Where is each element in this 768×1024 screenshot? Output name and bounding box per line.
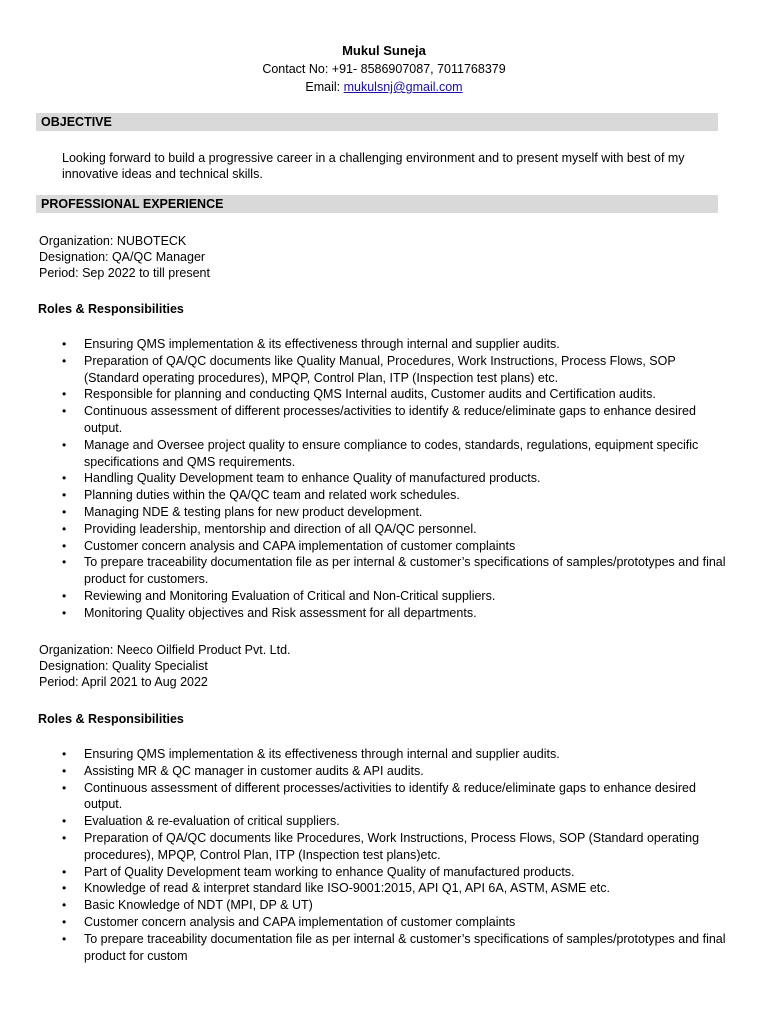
responsibility-item bbox=[60, 403, 730, 437]
bullet-icon: • bbox=[62, 605, 67, 620]
responsibility-item bbox=[60, 880, 730, 897]
email-label: Email: bbox=[305, 80, 344, 94]
bullet-icon: • bbox=[62, 931, 67, 946]
responsibility-item bbox=[60, 813, 730, 830]
objective-heading: OBJECTIVE bbox=[36, 113, 718, 131]
responsibility-item bbox=[60, 554, 730, 588]
bullet-icon: • bbox=[62, 864, 67, 879]
bullet-icon: • bbox=[62, 387, 67, 402]
bullet-icon: • bbox=[62, 504, 67, 519]
responsibility-item bbox=[60, 504, 730, 521]
bullet-icon: • bbox=[62, 353, 67, 368]
responsibility-item bbox=[60, 931, 730, 965]
candidate-name: Mukul Suneja bbox=[342, 43, 426, 58]
bullet-icon: • bbox=[62, 747, 67, 761]
bullet-icon: • bbox=[62, 898, 67, 913]
responsibility-item bbox=[60, 336, 730, 353]
job1-responsibilities bbox=[60, 336, 730, 622]
experience-heading: PROFESSIONAL EXPERIENCE bbox=[36, 195, 718, 213]
responsibility-text: Evaluation & re-evaluation of critical suppliers. bbox=[84, 814, 340, 829]
job2-designation: Designation: Quality Specialist bbox=[39, 659, 208, 673]
responsibility-item bbox=[60, 914, 730, 931]
responsibility-text: Reviewing and Monitoring Evaluation of Critical and Non-Critical suppliers. bbox=[84, 588, 496, 603]
job1-period: Period: Sep 2022 to till present bbox=[39, 266, 210, 280]
responsibility-text: Planning duties within the QA/QC team and related work schedules. bbox=[84, 488, 460, 503]
responsibility-text: Continuous assessment of different processes/activities to identify & reduce/eliminate gaps to enhance desired output. bbox=[84, 780, 696, 812]
responsibility-item bbox=[60, 353, 730, 387]
resume-header bbox=[0, 42, 768, 96]
responsibility-item bbox=[60, 538, 730, 555]
bullet-icon: • bbox=[62, 914, 67, 929]
objective-text: Looking forward to build a progressive career in a challenging environment and to present myself with best of my innovative ideas and technical skills. bbox=[62, 151, 685, 181]
bullet-icon: • bbox=[62, 814, 67, 829]
contact-line: Contact No: +91- 8586907087, 7011768379 bbox=[262, 62, 506, 76]
bullet-icon: • bbox=[62, 780, 67, 795]
responsibility-item bbox=[60, 470, 730, 487]
email-link[interactable]: mukulsnj@gmail.com bbox=[343, 80, 463, 94]
responsibility-text: To prepare traceability documentation file as per internal & customer’s specifications of samples/prototypes and final product for custom bbox=[84, 931, 726, 963]
job1-organization: Organization: NUBOTECK bbox=[39, 234, 187, 248]
responsibility-text: Continuous assessment of different processes/activities to identify & reduce/eliminate gaps to enhance desired output. bbox=[84, 404, 696, 435]
responsibility-text: Preparation of QA/QC documents like Quality Manual, Procedures, Work Instructions, Process Flows, SOP (Standard operating procedures), MPQP, Control Plan, ITP (Inspection test plans) etc. bbox=[84, 353, 676, 385]
responsibility-text: Handling Quality Development team to enhance Quality of manufactured products. bbox=[84, 471, 541, 486]
responsibility-text: Manage and Oversee project quality to ensure compliance to codes, standards, regulations, equipment specific specifications and QMS requirements. bbox=[84, 437, 699, 469]
responsibility-item bbox=[60, 763, 730, 780]
responsibility-text: Knowledge of read & interpret standard like ISO-9001:2015, API Q1, API 6A, ASTM, ASME etc. bbox=[84, 881, 610, 896]
bullet-icon: • bbox=[62, 521, 67, 536]
responsibility-item bbox=[60, 864, 730, 881]
email-line bbox=[0, 78, 768, 96]
bullet-icon: • bbox=[62, 538, 67, 553]
responsibility-text: Basic Knowledge of NDT (MPI, DP & UT) bbox=[84, 898, 313, 913]
responsibility-item bbox=[60, 386, 730, 403]
job2-roles-title: Roles & Responsibilities bbox=[38, 712, 184, 726]
responsibility-text: Customer concern analysis and CAPA implementation of customer complaints bbox=[84, 914, 516, 929]
responsibility-text: Ensuring QMS implementation & its effectiveness through internal and supplier audits. bbox=[84, 747, 560, 761]
responsibility-item bbox=[60, 830, 730, 864]
bullet-icon: • bbox=[62, 881, 67, 896]
bullet-icon: • bbox=[62, 404, 67, 419]
bullet-icon: • bbox=[62, 763, 67, 778]
job1-designation: Designation: QA/QC Manager bbox=[39, 250, 206, 264]
responsibility-item bbox=[60, 588, 730, 605]
responsibility-text: Responsible for planning and conducting QMS Internal audits, Customer audits and Certification audits. bbox=[84, 387, 656, 402]
bullet-icon: • bbox=[62, 337, 67, 351]
responsibility-text: To prepare traceability documentation file as per internal & customer’s specifications of samples/prototypes and final product for customers. bbox=[84, 555, 726, 587]
responsibility-item bbox=[60, 746, 730, 763]
bullet-icon: • bbox=[62, 830, 67, 845]
responsibility-text: Preparation of QA/QC documents like Procedures, Work Instructions, Process Flows, SOP (Standard operating procedures), MPQP, Control Plan, ITP (Inspection test plans)etc. bbox=[84, 830, 700, 862]
bullet-icon: • bbox=[62, 471, 67, 486]
job2-responsibilities bbox=[60, 746, 730, 964]
responsibility-text: Managing NDE & testing plans for new product development. bbox=[84, 504, 423, 519]
responsibility-item bbox=[60, 487, 730, 504]
responsibility-text: Providing leadership, mentorship and direction of all QA/QC personnel. bbox=[84, 521, 477, 536]
responsibility-item bbox=[60, 605, 730, 622]
responsibility-text: Part of Quality Development team working to enhance Quality of manufactured products. bbox=[84, 864, 575, 879]
job2-period: Period: April 2021 to Aug 2022 bbox=[39, 675, 208, 689]
responsibility-text: Monitoring Quality objectives and Risk assessment for all departments. bbox=[84, 605, 477, 620]
responsibility-text: Ensuring QMS implementation & its effectiveness through internal and supplier audits. bbox=[84, 337, 560, 351]
bullet-icon: • bbox=[62, 588, 67, 603]
bullet-icon: • bbox=[62, 555, 67, 570]
responsibility-text: Assisting MR & QC manager in customer audits & API audits. bbox=[84, 763, 424, 778]
responsibility-item bbox=[60, 780, 730, 814]
bullet-icon: • bbox=[62, 437, 67, 452]
job2-organization: Organization: Neeco Oilfield Product Pvt. Ltd. bbox=[39, 643, 291, 657]
responsibility-item bbox=[60, 437, 730, 471]
responsibility-item bbox=[60, 521, 730, 538]
bullet-icon: • bbox=[62, 488, 67, 503]
responsibility-item bbox=[60, 897, 730, 914]
responsibility-text: Customer concern analysis and CAPA implementation of customer complaints bbox=[84, 538, 516, 553]
job1-roles-title: Roles & Responsibilities bbox=[38, 302, 184, 316]
